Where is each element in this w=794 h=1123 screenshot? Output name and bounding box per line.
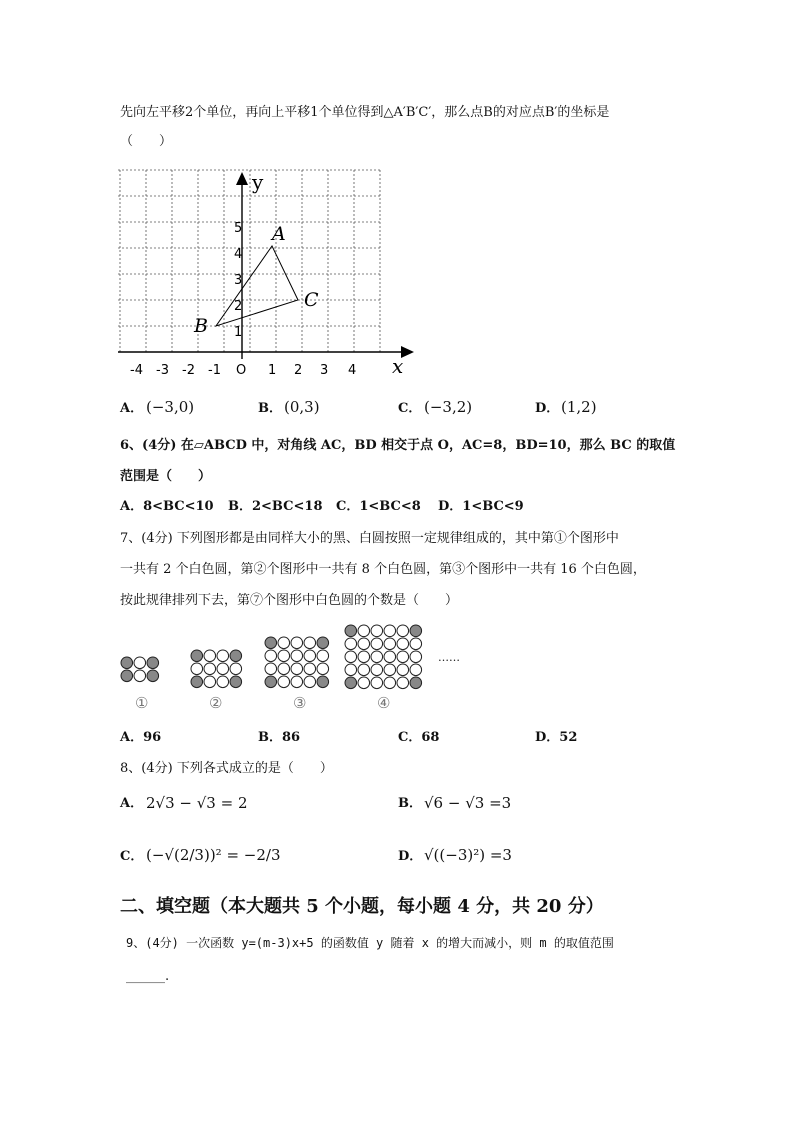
black-circle [345,625,357,637]
black-circle [191,650,203,662]
white-circle [204,650,216,662]
white-circle [291,676,303,688]
white-circle [345,664,357,676]
white-circle [345,651,357,663]
white-circle [217,676,229,688]
y-tick: 4 [234,247,243,262]
white-circle [317,650,329,662]
black-circle [265,676,277,688]
y-axis-label: y [252,170,264,194]
q7-line1: 7、(4分) 下列图形都是由同样大小的黑、白圆按照一定规律组成的，其中第①个图形中 [120,531,619,546]
white-circle [265,663,277,675]
q7-line2: 一共有 2 个白色圆，第②个图形中一共有 8 个白色圆，第③个图形中一共有 16 个白色圆， [120,562,646,577]
q7-figure-label-4: ④ [377,694,391,712]
q6-option-a: A．8<BC<10 [120,499,214,514]
y-tick: 1 [234,325,243,340]
white-circle [410,664,422,676]
q5-option-d-letter: D． [535,401,560,416]
q7-ellipsis: …… [438,651,460,664]
q5-option-b-letter: B． [258,401,282,416]
black-circle [147,657,159,669]
q8-option-b-letter: B． [398,796,422,811]
white-circle [191,663,203,675]
q7-line3: 按此规律排列下去，第⑦个图形中白色圆的个数是（ ） [120,593,459,608]
white-circle [358,677,370,689]
q5-option-a-letter: A． [120,401,144,416]
black-circle [121,657,133,669]
q6-option-c: C．1<BC<8 [336,499,421,514]
white-circle [304,663,316,675]
point-c-label: C [304,289,319,311]
point-b-label: B [194,315,208,337]
q8-text: 8、(4分) 下列各式成立的是（ ） [120,761,333,776]
q8-option-c-expr: (−√(2/3))² = −2/3 [146,846,281,864]
q7-option-b: B．86 [258,730,301,745]
q7-figure-label-2: ② [209,694,223,712]
white-circle [358,638,370,650]
white-circle [384,638,396,650]
coordinate-grid [118,164,418,379]
circle-pattern-figures [118,622,458,692]
q8-option-b-expr: √6 − √3 =3 [424,794,512,812]
q9-blank: ______. [126,969,170,984]
black-circle [317,676,329,688]
x-tick: 2 [294,363,303,378]
black-circle [230,650,242,662]
point-a-label: A [272,223,286,245]
white-circle [384,625,396,637]
q5-text: 先向左平移2个单位，再向上平移1个单位得到△A′B′C′，那么点B的对应点B′的坐标是 [120,105,610,120]
white-circle [217,650,229,662]
black-circle [410,677,422,689]
white-circle [134,657,146,669]
white-circle [304,637,316,649]
q5-option-b-value: (0,3) [284,398,320,416]
white-circle [384,664,396,676]
white-circle [304,676,316,688]
x-tick: -4 [130,363,143,378]
white-circle [397,651,409,663]
white-circle [410,651,422,663]
white-circle [278,637,290,649]
white-circle [397,638,409,650]
q6-line2: 范围是（ ） [120,469,212,484]
white-circle [278,676,290,688]
white-circle [317,663,329,675]
black-circle [265,637,277,649]
white-circle [397,625,409,637]
white-circle [358,625,370,637]
white-circle [230,663,242,675]
x-tick: -2 [182,363,195,378]
white-circle [397,677,409,689]
y-tick: 2 [234,299,243,314]
q8-option-a-letter: A． [120,796,144,811]
q7-option-c: C．68 [398,730,440,745]
black-circle [191,676,203,688]
y-axis-arrow [236,172,248,185]
q7-option-a: A．96 [120,730,162,745]
q5-option-d-value: (1,2) [561,398,597,416]
white-circle [291,663,303,675]
q5-paren: （ ） [120,134,173,149]
white-circle [278,663,290,675]
white-circle [278,650,290,662]
origin-label: O [236,363,247,378]
black-circle [121,670,133,682]
white-circle [371,677,383,689]
white-circle [371,638,383,650]
x-axis-label: x [392,354,404,378]
white-circle [304,650,316,662]
white-circle [397,664,409,676]
q5-option-c-letter: C． [398,401,422,416]
black-circle [230,676,242,688]
white-circle [134,670,146,682]
white-circle [384,651,396,663]
q8-option-d-letter: D． [398,849,423,864]
white-circle [371,651,383,663]
q5-option-c-value: (−3,2) [424,398,473,416]
black-circle [147,670,159,682]
black-circle [345,677,357,689]
triangle-abc [216,246,298,326]
q8-option-d-expr: √((−3)²) =3 [424,846,512,864]
white-circle [265,650,277,662]
white-circle [217,663,229,675]
q7-option-d: D．52 [535,730,578,745]
black-circle [410,625,422,637]
q9-line1: 9、(4分) 一次函数 y=(m-3)x+5 的函数值 y 随着 x 的增大而减小，则 m 的取值范围 [126,936,614,950]
q7-figure-label-1: ① [135,694,149,712]
y-tick: 5 [234,221,243,236]
x-tick: 1 [268,363,277,378]
white-circle [204,663,216,675]
q8-option-c-letter: C． [120,849,144,864]
white-circle [371,664,383,676]
white-circle [291,650,303,662]
q6-line1: 6、(4分) 在▱ABCD 中，对角线 AC，BD 相交于点 O，AC=8，BD=10，那么 BC 的取值 [120,438,676,453]
q6-option-d: D．1<BC<9 [438,499,524,514]
x-tick: -1 [208,363,221,378]
white-circle [291,637,303,649]
white-circle [358,664,370,676]
white-circle [384,677,396,689]
white-circle [371,625,383,637]
y-tick: 3 [234,273,243,288]
black-circle [317,637,329,649]
white-circle [345,638,357,650]
q5-option-a-value: (−3,0) [146,398,195,416]
x-tick: -3 [156,363,169,378]
x-tick: 3 [320,363,329,378]
white-circle [410,638,422,650]
section-title: 二、填空题（本大题共 5 个小题，每小题 4 分，共 20 分） [120,896,604,917]
q8-option-a-expr: 2√3 − √3 = 2 [146,794,248,812]
x-tick: 4 [348,363,357,378]
q6-option-b: B．2<BC<18 [228,499,323,514]
q7-figure-label-3: ③ [293,694,307,712]
white-circle [358,651,370,663]
white-circle [204,676,216,688]
